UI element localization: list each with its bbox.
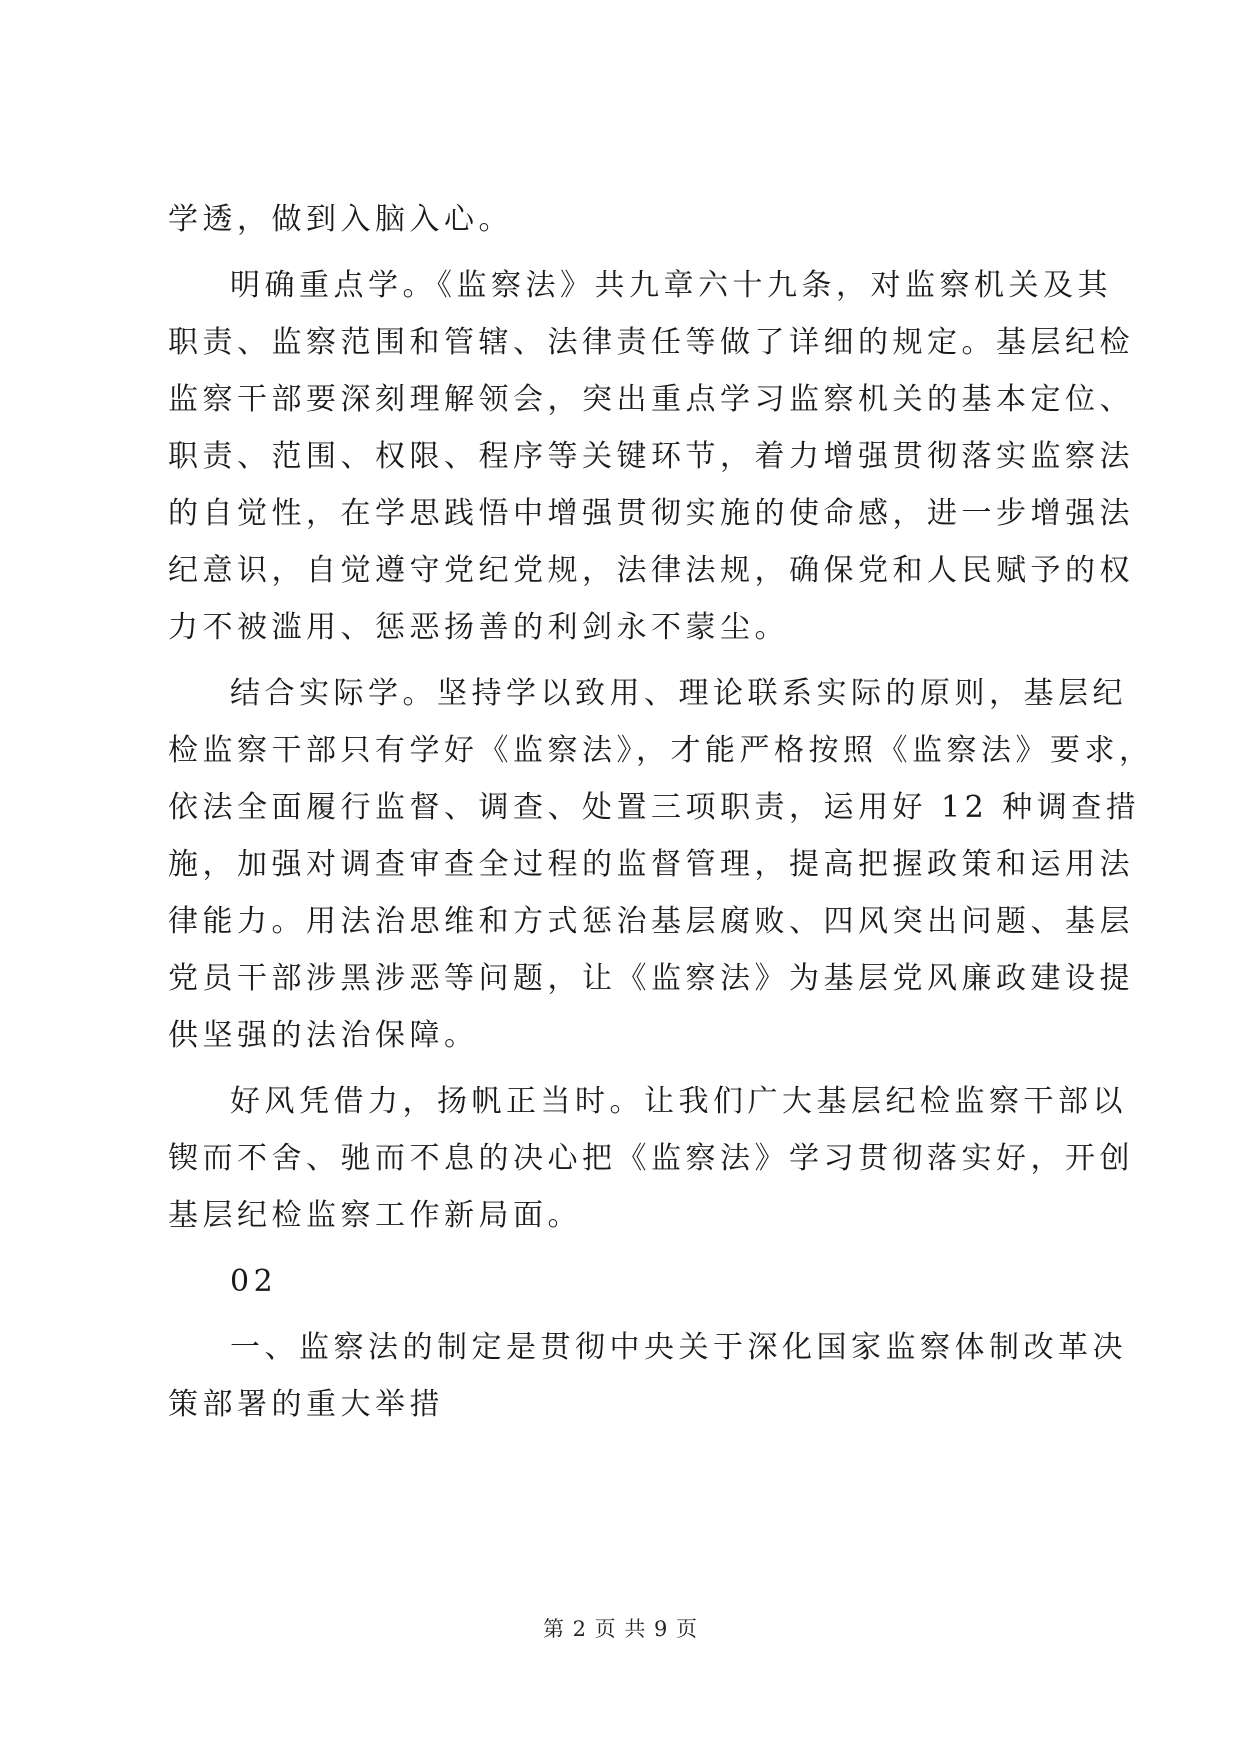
text-line: 律能力。用法治思维和方式惩治基层腐败、四风突出问题、基层 <box>168 904 1134 939</box>
text-line: 党员干部涉黑涉恶等问题，让《监察法》为基层党风廉政建设提 <box>168 961 1134 996</box>
text-line: 检监察干部只有学好《监察法》，才能严格按照《监察法》要求， <box>168 733 1154 768</box>
text-line: 锲而不舍、驰而不息的决心把《监察法》学习贯彻落实好，开创 <box>168 1141 1134 1176</box>
text-line: 学透，做到入脑入心。 <box>168 202 513 237</box>
paragraph-start: 明确重点学。《监察法》共九章六十九条，对监察机关及其 <box>230 268 1112 303</box>
text-line: 监察干部要深刻理解领会，突出重点学习监察机关的基本定位、 <box>168 382 1134 417</box>
page-number-footer: 第 2 页 共 9 页 <box>542 1617 699 1641</box>
text-line: 依法全面履行监督、调查、处置三项职责，运用好 12 种调查措 <box>168 790 1141 825</box>
text-line: 职责、监察范围和管辖、法律责任等做了详细的规定。基层纪检 <box>168 325 1134 360</box>
section-number: 02 <box>230 1264 278 1299</box>
text-line: 纪意识，自觉遵守党纪党规，法律法规，确保党和人民赋予的权 <box>168 553 1134 588</box>
text-line: 职责、范围、权限、程序等关键环节，着力增强贯彻落实监察法 <box>168 439 1134 474</box>
text-line: 基层纪检监察工作新局面。 <box>168 1198 582 1233</box>
text-line: 施，加强对调查审查全过程的监督管理，提高把握政策和运用法 <box>168 847 1134 882</box>
text-line: 供坚强的法治保障。 <box>168 1018 479 1053</box>
paragraph-start: 结合实际学。坚持学以致用、理论联系实际的原则，基层纪 <box>230 676 1127 711</box>
text-line: 的自觉性，在学思践悟中增强贯彻实施的使命感，进一步增强法 <box>168 496 1134 531</box>
section-heading-continued: 策部署的重大举措 <box>168 1387 444 1422</box>
text-line: 力不被滥用、惩恶扬善的利剑永不蒙尘。 <box>168 610 789 645</box>
paragraph-start: 好风凭借力，扬帆正当时。让我们广大基层纪检监察干部以 <box>230 1084 1127 1119</box>
section-heading: 一、监察法的制定是贯彻中央关于深化国家监察体制改革决 <box>230 1330 1127 1365</box>
